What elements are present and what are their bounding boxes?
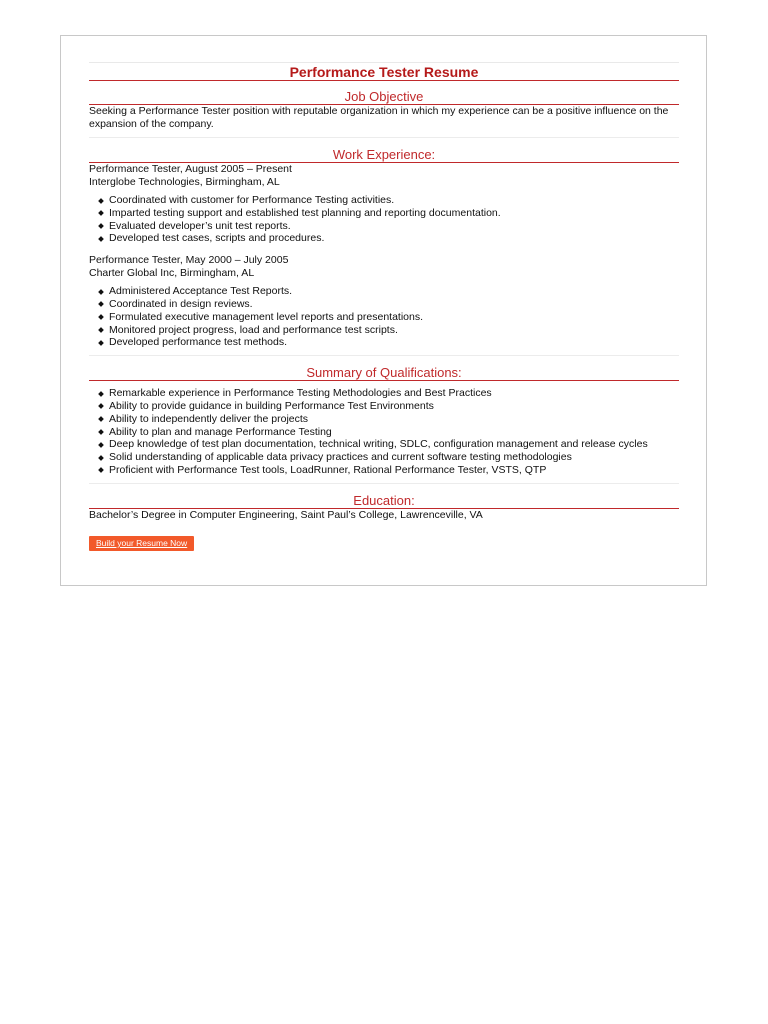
job-entry (89, 163, 679, 245)
bullet-icon (98, 198, 104, 204)
job-company: Charter Global Inc, Birmingham, AL (89, 266, 255, 279)
list-item: Coordinated with customer for Performance Testing activities. (98, 194, 679, 207)
list-item: Proficient with Performance Test tools, LoadRunner, Rational Performance Tester, VSTS, QTP (98, 464, 679, 477)
job-entry (89, 254, 679, 349)
job-objective-text: Seeking a Performance Tester position with reputable organization in which my experience can be a positive influence on the expansion of the company. (89, 105, 669, 130)
job-position: Performance Tester, May 2000 – July 2005 (89, 254, 289, 267)
bullet-icon (98, 442, 104, 448)
list-item: Formulated executive management level reports and presentations. (98, 311, 679, 324)
section-divider (89, 483, 679, 484)
top-divider (89, 62, 679, 63)
bullet-icon (98, 455, 104, 461)
section-divider (89, 137, 679, 138)
job-position: Performance Tester, August 2005 – Present (89, 163, 292, 175)
bullet-icon (98, 416, 104, 422)
list-item: Administered Acceptance Test Reports. (98, 285, 679, 298)
list-item: Solid understanding of applicable data privacy practices and current software testing methodologies (98, 451, 679, 464)
job-duties-list (89, 194, 679, 245)
list-item: Deep knowledge of test plan documentation, technical writing, SDLC, configuration management and release cycles (98, 438, 679, 451)
bullet-icon (98, 302, 104, 308)
bullet-icon (98, 404, 104, 410)
job-company: Interglobe Technologies, Birmingham, AL (89, 175, 280, 188)
list-item: Developed test cases, scripts and procedures. (98, 232, 679, 245)
qualifications-heading: Summary of Qualifications: (89, 365, 679, 381)
job-objective-heading: Job Objective (89, 89, 679, 105)
resume-page (60, 35, 707, 586)
section-divider (89, 355, 679, 356)
education-text: Bachelor’s Degree in Computer Engineering, Saint Paul’s College, Lawrenceville, VA (89, 508, 483, 521)
list-item: Monitored project progress, load and performance test scripts. (98, 324, 679, 337)
list-item: Imparted testing support and established test planning and reporting documentation. (98, 207, 679, 220)
bullet-icon (98, 223, 104, 229)
bullet-icon (98, 236, 104, 242)
list-item: Ability to independently deliver the projects (98, 413, 679, 426)
bullet-icon (98, 340, 104, 346)
list-item: Coordinated in design reviews. (98, 298, 679, 311)
list-item: Evaluated developer’s unit test reports. (98, 220, 679, 233)
work-experience-heading: Work Experience: (89, 147, 679, 163)
bullet-icon (98, 210, 104, 216)
resume-content (89, 62, 679, 551)
bullet-icon (98, 468, 104, 474)
bullet-icon (98, 289, 104, 295)
list-item: Ability to provide guidance in building Performance Test Environments (98, 400, 679, 413)
list-item: Ability to plan and manage Performance Testing (98, 426, 679, 439)
page-title: Performance Tester Resume (89, 64, 679, 81)
list-item: Remarkable experience in Performance Testing Methodologies and Best Practices (98, 387, 679, 400)
job-duties-list (89, 285, 679, 349)
qualifications-list (89, 387, 679, 477)
bullet-icon (98, 391, 104, 397)
list-item: Developed performance test methods. (98, 336, 679, 349)
education-heading: Education: (89, 493, 679, 509)
bullet-icon (98, 327, 104, 333)
build-resume-button[interactable]: Build your Resume Now (89, 536, 194, 551)
bullet-icon (98, 314, 104, 320)
bullet-icon (98, 429, 104, 435)
